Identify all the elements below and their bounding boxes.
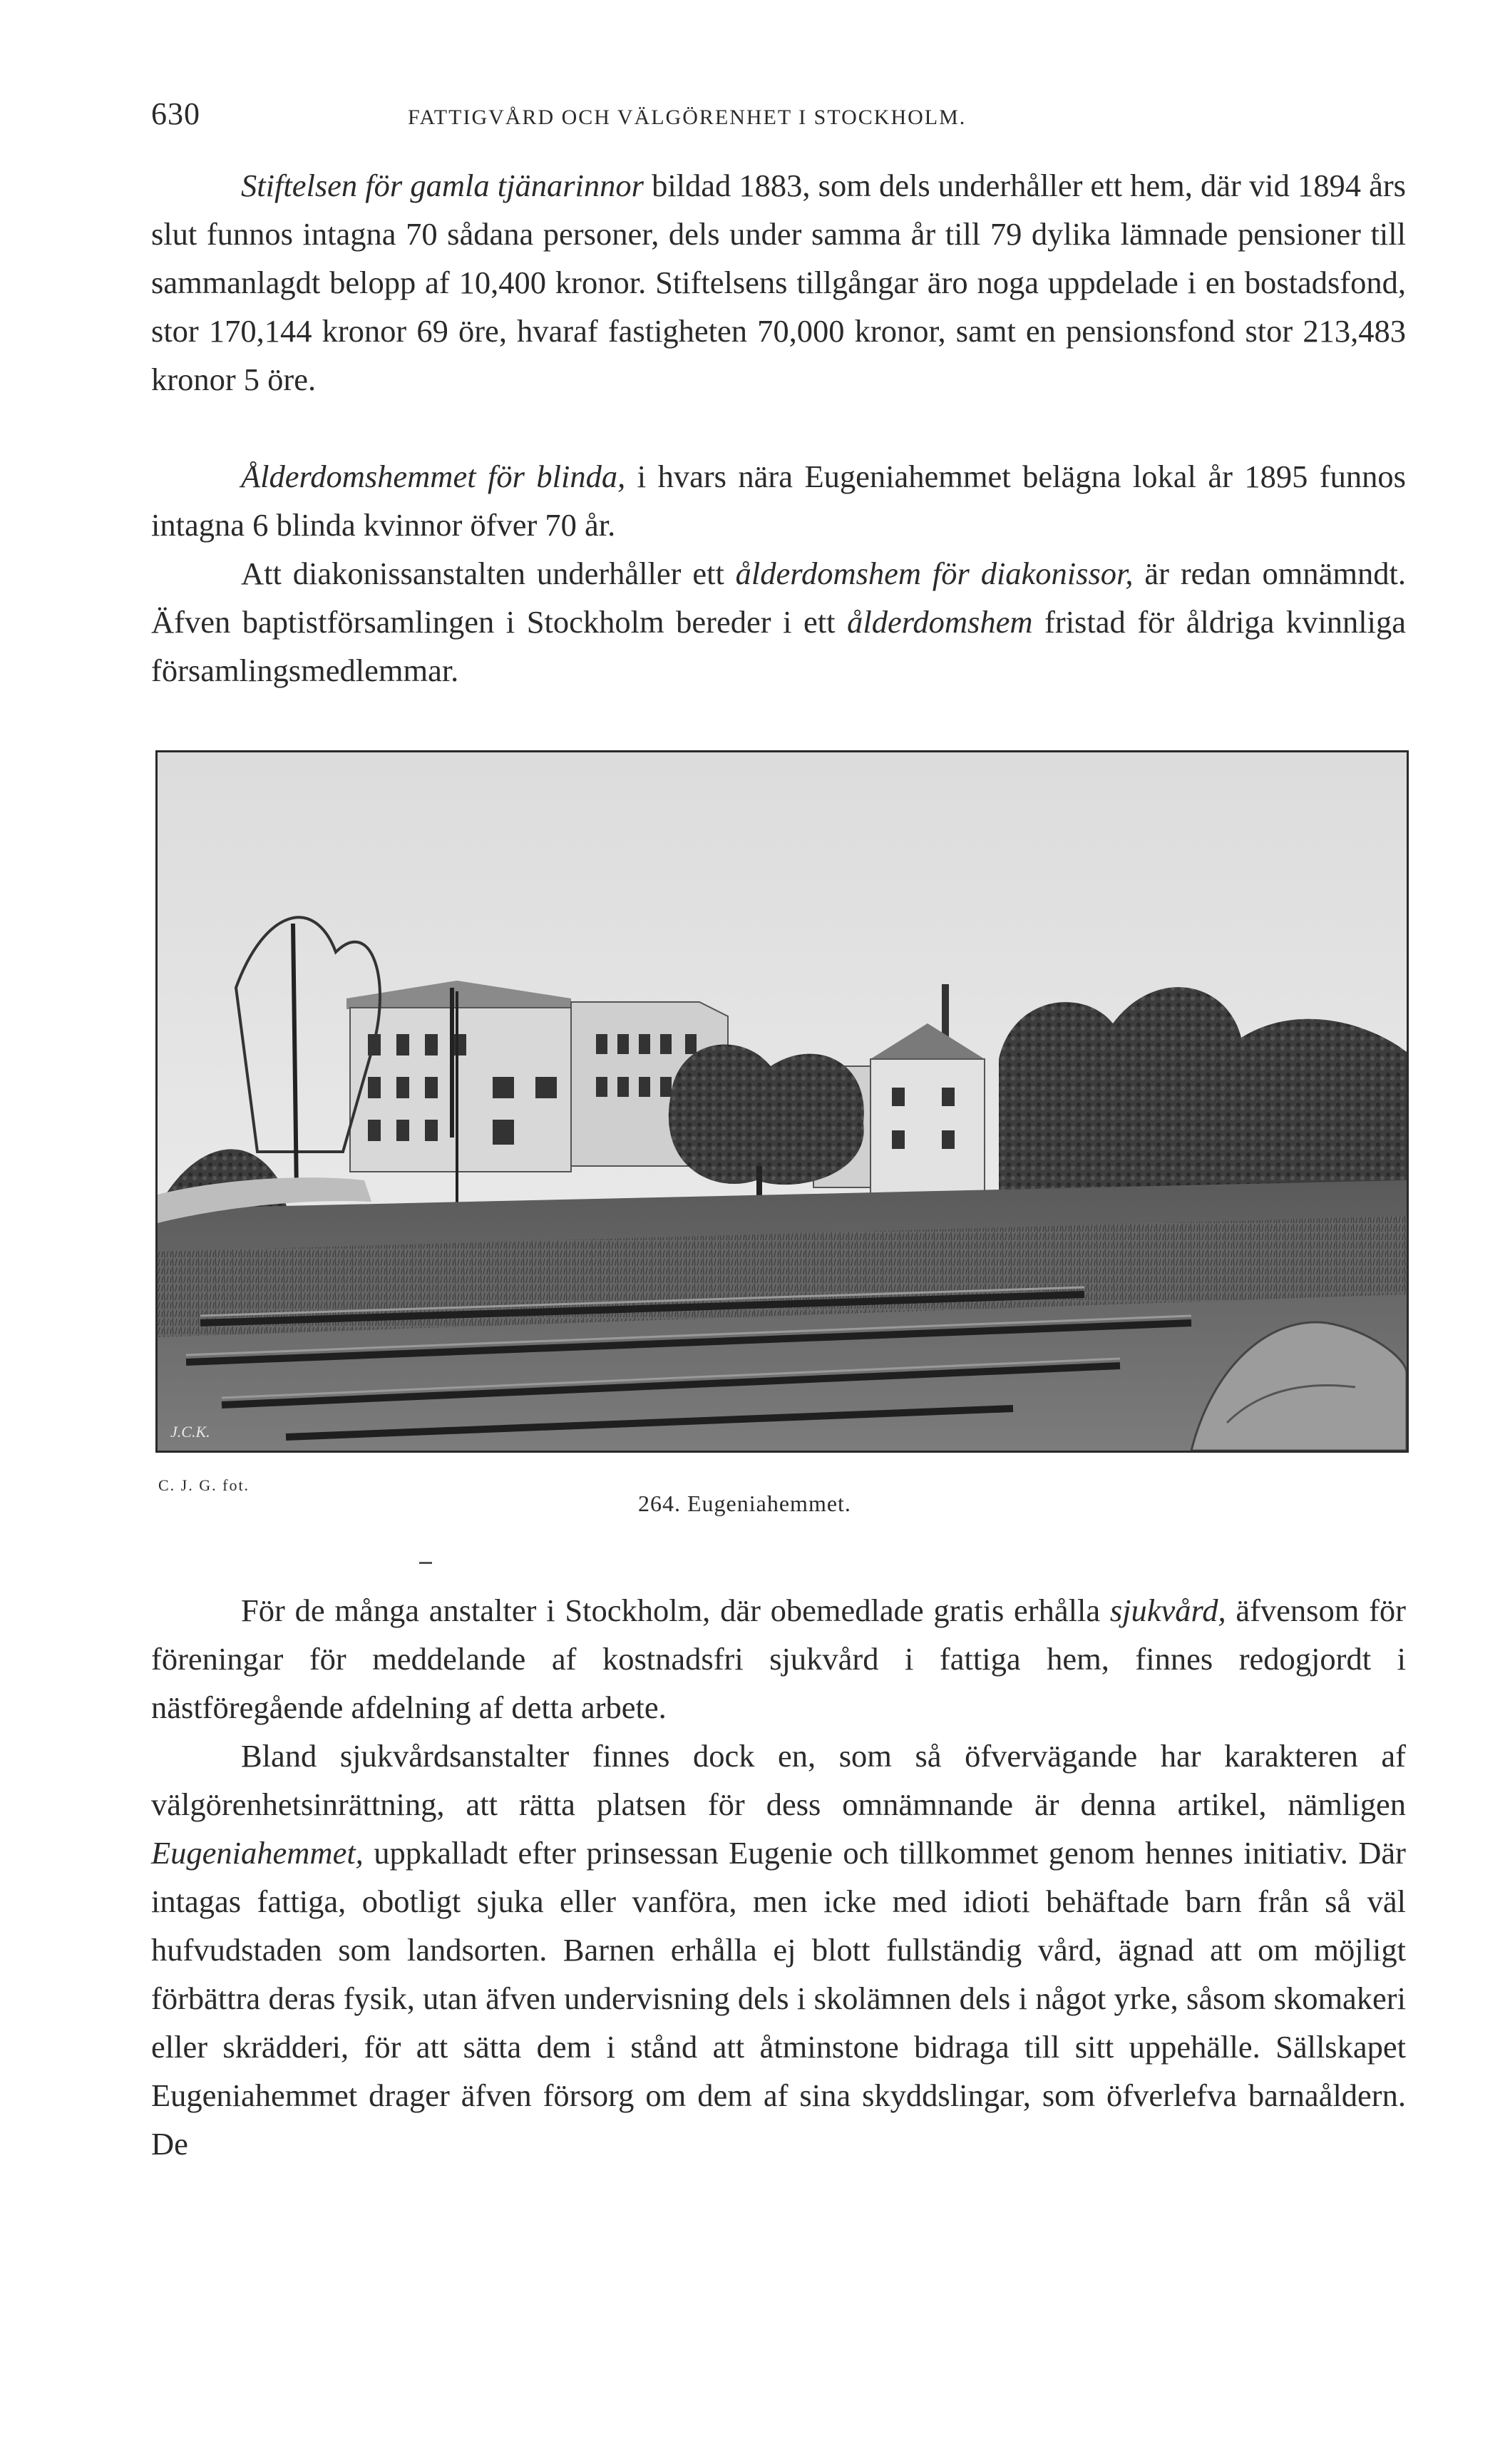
italic-eugeniahemmet: Eugeniahemmet, (151, 1835, 364, 1871)
paragraph-text: bildad 1883, som dels underhåller ett hem, där vid 1894 års slut funnos intagna 70 sådana personer, dels under samma år till 79 dylika lämnade pensioner till sammanlagdt belopp af 10,400 kronor. Stiftelsens tillgångar äro noga uppdelade i en bostadsfond, stor 170,144 kronor 69 öre, hvaraf fastigheten 70,000 kronor, samt en pensionsfond stor 213,483 kronor 5 öre. (151, 168, 1406, 397)
paragraph-eugeniahemmet (151, 1732, 1406, 2168)
paragraph-text: i hvars nära Eugeniahemmet belägna lokal år 1895 funnos intagna 6 blinda kvinnor öfver 70 år. (151, 459, 1406, 543)
paragraph-alderdomshemmet-blinda (151, 452, 1406, 549)
paragraph-text: fristad för åldriga kvinnliga församlingsmedlemmar. (151, 604, 1406, 688)
photo-credit: C. J. G. fot. (158, 1476, 250, 1494)
paragraph-text: äfvensom för föreningar för meddelande af kostnadsfri sjukvård i fattiga hem, finnes redogjordt i nästföregående afdelning af detta arbete. (151, 1593, 1406, 1725)
paragraph-text: För de många anstalter i Stockholm, där obemedlade gratis erhålla (241, 1593, 1110, 1628)
paragraph-text: Att diakonissanstalten underhåller ett (241, 556, 736, 591)
paragraph-stiftelsen (151, 161, 1406, 404)
running-head: FATTIGVÅRD OCH VÄLGÖRENHET I STOCKHOLM. (408, 106, 967, 129)
photo-tree-center (669, 1044, 864, 1185)
italic-alderdomshem-diakonissor: ålderdomshem för diakonissor, (735, 556, 1134, 591)
italic-alderdomshem: ålderdomshem (847, 604, 1033, 640)
paragraph-sjukvard (151, 1586, 1406, 1732)
divider-dash (419, 1562, 432, 1564)
photo-illustration (158, 752, 1407, 1451)
paragraph-text: uppkalladt efter prinsessan Eugenie och tillkommet genom hennes initiativ. Där intagas fattiga, obotligt sjuka eller vanföra, men icke med idioti behäftade barn från så väl hufvudstaden som landsorten. Barnen erhålla ej blott fullständig vård, ägnad att om möjligt förbättra deras fysik, utan äfven undervisning dels i skolämnen dels i något yrke, såsom skomakeri eller skrädderi, för att sätta dem i stånd att åtminstone bidraga till sitt uppehälle. Sällskapet Eugeniahemmet drager äfven försorg om dem af sina skyddslingar, som öfverlefva barnaåldern. De (151, 1835, 1406, 2162)
page-number: 630 (151, 96, 200, 131)
paragraph-diakonissanstalten (151, 549, 1406, 695)
paragraph-text: är redan omnämndt. Äfven baptistförsamlingen i Stockholm bereder i ett (151, 556, 1406, 640)
italic-sjukvard: sjukvård, (1109, 1593, 1226, 1628)
paragraph-text: Bland sjukvårdsanstalter finnes dock en, som så öfvervägande har karakteren af välgörenhetsinrättning, att rätta platsen för dess omnämnande är denna artikel, nämligen (151, 1738, 1406, 1822)
engraver-mark: J.C.K. (170, 1423, 210, 1441)
figure-caption: 264. Eugeniahemmet. (638, 1491, 851, 1516)
photo-main-building (346, 981, 728, 1172)
italic-stiftelsen: Stiftelsen för gamla tjänarinnor (241, 168, 644, 203)
page-header (151, 91, 1413, 148)
figure-eugeniahemmet-photo (155, 750, 1409, 1453)
italic-alderdomshemmet: Ålderdomshemmet för blinda, (241, 459, 626, 494)
